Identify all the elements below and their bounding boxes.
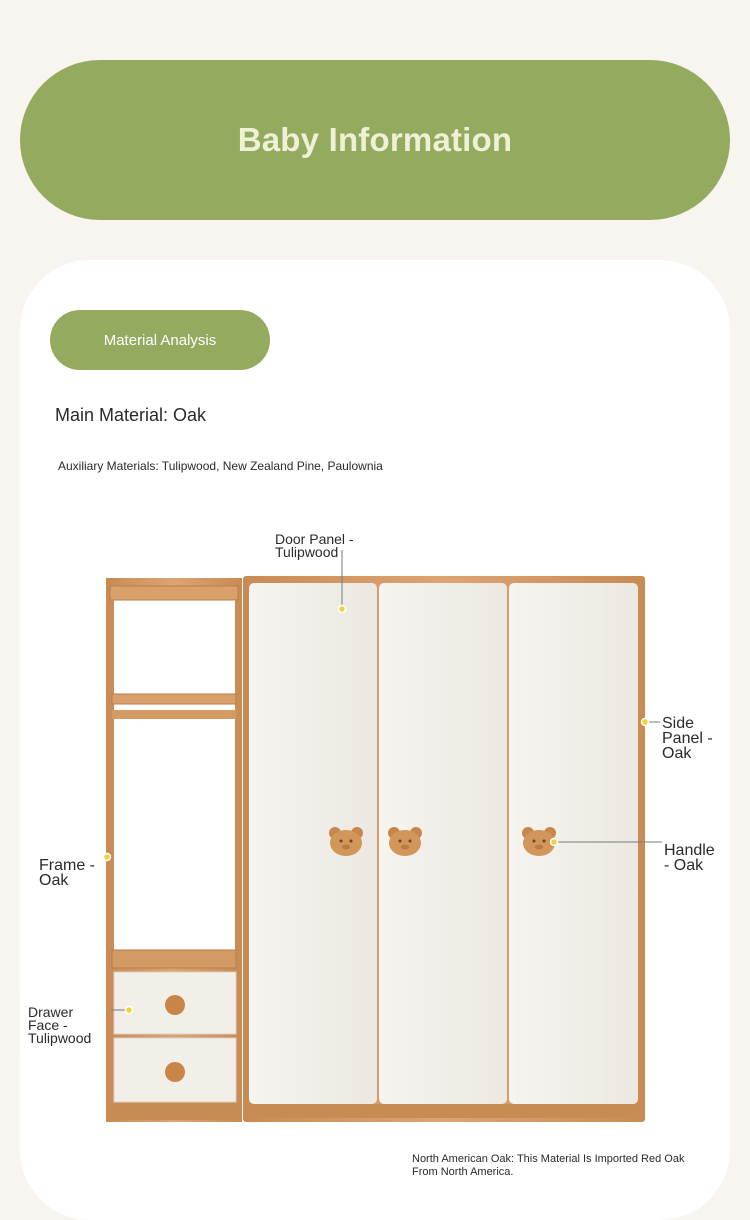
drawer-top-shelf — [112, 950, 236, 968]
frame-label: Frame - Oak — [39, 857, 95, 889]
drawer-knob-icon — [165, 1062, 185, 1082]
footnote: North American Oak: This Material Is Imported Red Oak From North America. — [412, 1153, 685, 1178]
section-pill: Material Analysis — [50, 310, 270, 370]
frame-opening — [114, 600, 235, 950]
marker-dot-icon — [339, 606, 346, 613]
frame-base — [110, 1102, 240, 1120]
hanging-rail — [112, 710, 236, 719]
door-panel-label: Door Panel - Tulipwood — [275, 531, 354, 560]
main-material-text: Main Material: Oak — [55, 405, 207, 425]
marker-dot-icon — [642, 719, 649, 726]
drawer-face-label: Drawer Face - Tulipwood — [28, 1004, 92, 1046]
marker-dot-icon — [126, 1007, 133, 1014]
handle-label: Handle - Oak — [664, 842, 715, 874]
side-panel-label: Side Panel - Oak — [662, 715, 713, 762]
wardrobe-body — [243, 576, 645, 1122]
marker-dot-icon — [104, 854, 111, 861]
drawer-knob-icon — [165, 995, 185, 1015]
bear-handle-icon — [388, 827, 422, 856]
bear-handle-icon — [329, 827, 363, 856]
top-shelf — [110, 586, 238, 600]
open-frame — [106, 578, 242, 1122]
middle-shelf — [112, 694, 236, 704]
marker-dot-icon — [551, 839, 558, 846]
wardrobe-base — [248, 1104, 640, 1118]
auxiliary-materials-text: Auxiliary Materials: Tulipwood, New Zealand Pine, Paulownia — [58, 459, 383, 473]
page-title: Baby Information — [237, 121, 513, 158]
